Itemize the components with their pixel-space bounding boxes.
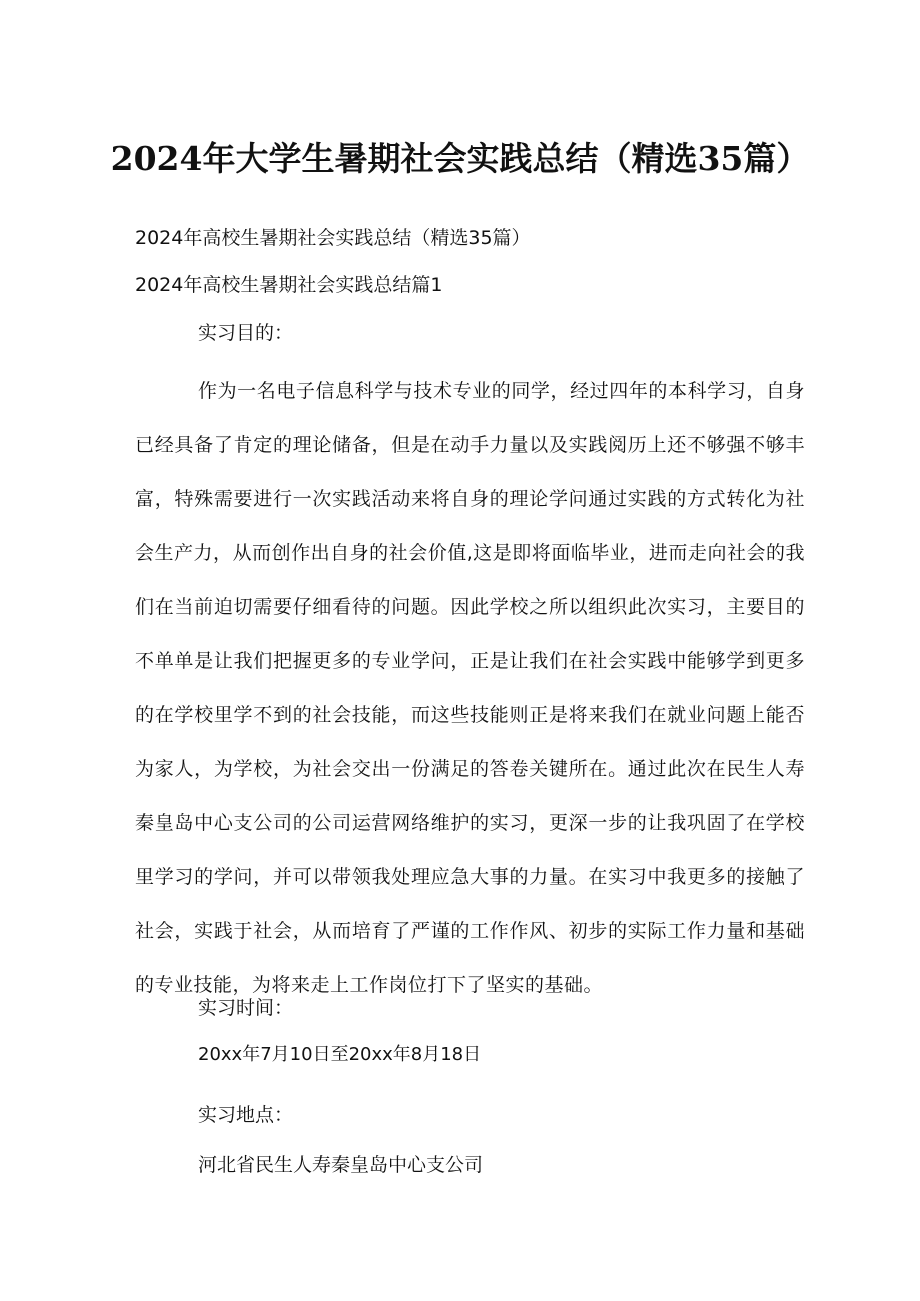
time-label: 实习时间： — [198, 997, 294, 1019]
purpose-paragraph: 作为一名电子信息科学与技术专业的同学，经过四年的本科学习，自身已经具备了肯定的理论储备，但是在动手力量以及实践阅历上还不够强不够丰富，特殊需要进行一次实践活动来将自身的理论学问通过实践的方式转化为社会生产力，从而创作出自身的社会价值,这是即将面临毕业，进而走向社会的我们在当前迫切需要仔细看待的问题。因此学校之所以组织此次实习，主要目的不单单是让我们把握更多的专业学问，正是让我们在社会实践中能够学到更多的在学校里学不到的社会技能，而这些技能则正是将来我们在就业问题上能否为家人，为学校，为社会交出一份满足的答卷关键所在。通过此次在民生人寿秦皇岛中心支公司的公司运营网络维护的实习，更深一步的让我巩固了在学校里学习的学问，并可以带领我处理应急大事的力量。在实习中我更多的接触了社会，实践于社会，从而培育了严谨的工作作风、初步的实际工作力量和基础的专业技能，为将来走上工作岗位打下了坚实的基础。 — [135, 380, 805, 996]
document-subtitle: 2024年高校生暑期社会实践总结（精选35篇） — [135, 227, 531, 249]
section-heading: 2024年高校生暑期社会实践总结篇1 — [135, 274, 443, 296]
time-value: 20xx年7月10日至20xx年8月18日 — [198, 1044, 482, 1065]
purpose-label: 实习目的： — [198, 322, 294, 344]
place-label: 实习地点： — [198, 1104, 294, 1126]
document-title: 2024年大学生暑期社会实践总结（精选35篇） — [110, 139, 810, 178]
place-value: 河北省民生人寿秦皇岛中心支公司 — [198, 1154, 484, 1176]
